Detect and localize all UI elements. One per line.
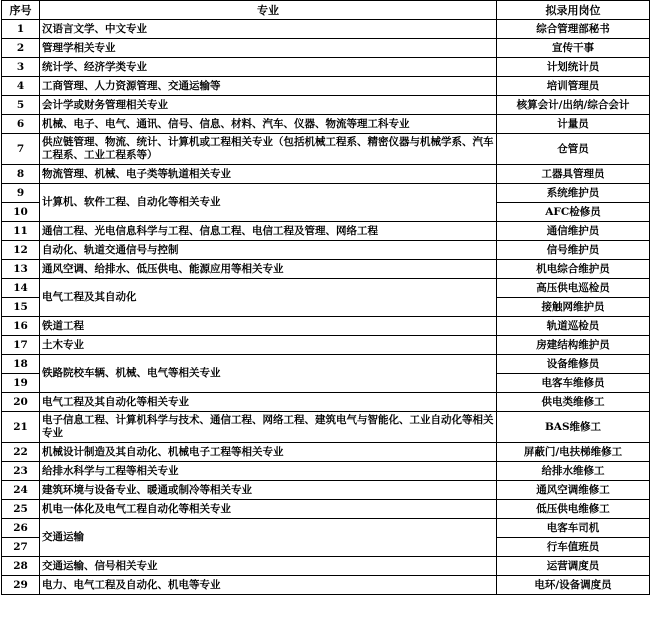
table-row (2, 317, 650, 336)
major-cell: 电力、电气工程及自动化、机电等专业 (40, 576, 497, 595)
post-cell: 给排水维修工 (497, 462, 650, 481)
major-cell: 机械、电子、电气、通讯、信号、信息、材料、汽车、仪器、物流等理工科专业 (40, 115, 497, 134)
post-cell: AFC检修员 (497, 203, 650, 222)
row-number: 18 (2, 355, 40, 374)
major-cell: 给排水科学与工程等相关专业 (40, 462, 497, 481)
row-number: 28 (2, 557, 40, 576)
major-cell: 自动化、轨道交通信号与控制 (40, 241, 497, 260)
row-number: 16 (2, 317, 40, 336)
post-cell: 轨道巡检员 (497, 317, 650, 336)
major-cell: 工商管理、人力资源管理、交通运输等 (40, 77, 497, 96)
row-number: 23 (2, 462, 40, 481)
row-number: 17 (2, 336, 40, 355)
post-cell: 电环/设备调度员 (497, 576, 650, 595)
major-cell: 铁道工程 (40, 317, 497, 336)
post-cell: 电客车司机 (497, 519, 650, 538)
major-cell: 统计学、经济学类专业 (40, 58, 497, 77)
table-row (2, 39, 650, 58)
table-row (2, 222, 650, 241)
post-cell: 工器具管理员 (497, 165, 650, 184)
post-cell: 低压供电维修工 (497, 500, 650, 519)
table-row (2, 519, 650, 538)
row-number: 5 (2, 96, 40, 115)
row-number: 1 (2, 20, 40, 39)
row-number: 9 (2, 184, 40, 203)
row-number: 25 (2, 500, 40, 519)
row-number: 3 (2, 58, 40, 77)
row-number: 2 (2, 39, 40, 58)
table-row (2, 184, 650, 203)
major-cell: 机电一体化及电气工程自动化等相关专业 (40, 500, 497, 519)
major-cell: 电气工程及其自动化等相关专业 (40, 393, 497, 412)
table-row (2, 336, 650, 355)
table-row (2, 77, 650, 96)
job-table (1, 0, 650, 595)
post-cell: BAS维修工 (497, 412, 650, 443)
header-index: 序号 (2, 1, 40, 20)
post-cell: 核算会计/出纳/综合会计 (497, 96, 650, 115)
header-major: 专业 (40, 1, 497, 20)
post-cell: 接触网维护员 (497, 298, 650, 317)
table-row (2, 279, 650, 298)
major-cell: 供应链管理、物流、统计、计算机或工程相关专业（包括机械工程系、精密仪器与机械学系、汽车工程系、工业工程系等） (40, 134, 497, 165)
major-cell: 建筑环境与设备专业、暖通或制冷等相关专业 (40, 481, 497, 500)
major-cell: 汉语言文学、中文专业 (40, 20, 497, 39)
table-row (2, 557, 650, 576)
major-cell: 交通运输 (40, 519, 497, 557)
table-row (2, 115, 650, 134)
row-number: 21 (2, 412, 40, 443)
row-number: 24 (2, 481, 40, 500)
table-row (2, 134, 650, 165)
post-cell: 供电类维修工 (497, 393, 650, 412)
row-number: 22 (2, 443, 40, 462)
table-row (2, 500, 650, 519)
major-cell: 铁路院校车辆、机械、电气等相关专业 (40, 355, 497, 393)
row-number: 13 (2, 260, 40, 279)
major-cell: 电气工程及其自动化 (40, 279, 497, 317)
table-row (2, 355, 650, 374)
row-number: 26 (2, 519, 40, 538)
row-number: 12 (2, 241, 40, 260)
major-cell: 土木专业 (40, 336, 497, 355)
table-row (2, 58, 650, 77)
post-cell: 行车值班员 (497, 538, 650, 557)
table-row (2, 260, 650, 279)
major-cell: 管理学相关专业 (40, 39, 497, 58)
major-cell: 电子信息工程、计算机科学与技术、通信工程、网络工程、建筑电气与智能化、工业自动化等相关专业 (40, 412, 497, 443)
row-number: 15 (2, 298, 40, 317)
major-cell: 物流管理、机械、电子类等轨道相关专业 (40, 165, 497, 184)
row-number: 6 (2, 115, 40, 134)
row-number: 20 (2, 393, 40, 412)
post-cell: 屏蔽门/电扶梯维修工 (497, 443, 650, 462)
table-row (2, 96, 650, 115)
row-number: 14 (2, 279, 40, 298)
major-cell: 交通运输、信号相关专业 (40, 557, 497, 576)
major-cell: 通信工程、光电信息科学与工程、信息工程、电信工程及管理、网络工程 (40, 222, 497, 241)
post-cell: 高压供电巡检员 (497, 279, 650, 298)
header-post: 拟录用岗位 (497, 1, 650, 20)
table-row (2, 576, 650, 595)
major-cell: 通风空调、给排水、低压供电、能源应用等相关专业 (40, 260, 497, 279)
post-cell: 信号维护员 (497, 241, 650, 260)
row-number: 10 (2, 203, 40, 222)
post-cell: 培训管理员 (497, 77, 650, 96)
post-cell: 综合管理部秘书 (497, 20, 650, 39)
post-cell: 房建结构维护员 (497, 336, 650, 355)
post-cell: 通风空调维修工 (497, 481, 650, 500)
major-cell: 机械设计制造及其自动化、机械电子工程等相关专业 (40, 443, 497, 462)
row-number: 11 (2, 222, 40, 241)
row-number: 7 (2, 134, 40, 165)
post-cell: 系统维护员 (497, 184, 650, 203)
row-number: 4 (2, 77, 40, 96)
post-cell: 机电综合维护员 (497, 260, 650, 279)
table-row (2, 443, 650, 462)
table-row (2, 481, 650, 500)
row-number: 29 (2, 576, 40, 595)
table-row (2, 412, 650, 443)
major-cell: 计算机、软件工程、自动化等相关专业 (40, 184, 497, 222)
post-cell: 宣传干事 (497, 39, 650, 58)
table-row (2, 393, 650, 412)
post-cell: 运营调度员 (497, 557, 650, 576)
row-number: 8 (2, 165, 40, 184)
table-row (2, 241, 650, 260)
row-number: 27 (2, 538, 40, 557)
table-row (2, 462, 650, 481)
post-cell: 计量员 (497, 115, 650, 134)
post-cell: 设备维修员 (497, 355, 650, 374)
post-cell: 仓管员 (497, 134, 650, 165)
post-cell: 通信维护员 (497, 222, 650, 241)
header-row (2, 1, 650, 20)
post-cell: 电客车维修员 (497, 374, 650, 393)
post-cell: 计划统计员 (497, 58, 650, 77)
major-cell: 会计学或财务管理相关专业 (40, 96, 497, 115)
table-row (2, 20, 650, 39)
table-row (2, 165, 650, 184)
row-number: 19 (2, 374, 40, 393)
